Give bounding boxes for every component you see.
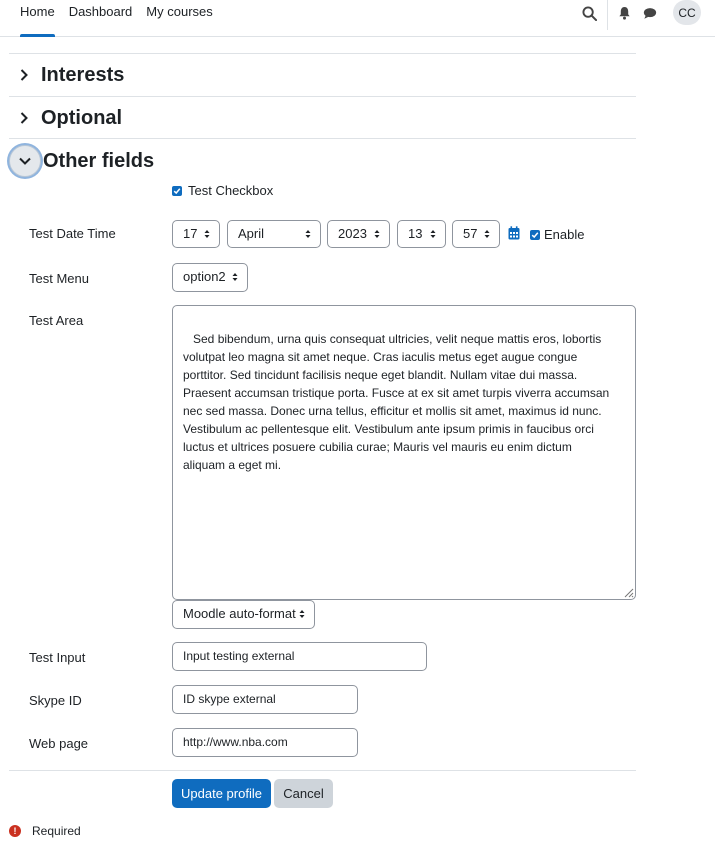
test-menu-label: Test Menu [29, 271, 89, 286]
skype-id-label: Skype ID [29, 693, 82, 708]
month-select[interactable] [227, 220, 321, 248]
select-caret-icon [232, 272, 238, 282]
section-optional-header[interactable] [9, 101, 122, 135]
skype-id-field[interactable] [172, 685, 358, 714]
test-input-field[interactable] [172, 642, 427, 671]
update-profile-button[interactable]: Update profile [172, 779, 271, 808]
select-caret-icon [374, 229, 380, 239]
nav-link-my-courses[interactable]: My courses [146, 4, 213, 19]
bell-icon[interactable] [615, 4, 633, 22]
skype-id-value: ID skype external [183, 692, 276, 706]
section-divider [9, 138, 636, 139]
chevron-right-icon [9, 103, 39, 133]
test-input-value: Input testing external [183, 649, 295, 663]
select-caret-icon [484, 229, 490, 239]
select-caret-icon [430, 229, 436, 239]
test-menu-value: option2 [183, 269, 226, 284]
required-note-text: Required [32, 824, 81, 838]
section-title-other-fields: Other fields [43, 149, 155, 172]
text-format-value: Moodle auto-format [183, 606, 296, 621]
day-select[interactable] [172, 220, 220, 248]
nav-link-home[interactable]: Home [13, 0, 62, 36]
test-checkbox-row [172, 183, 273, 198]
test-checkbox[interactable] [172, 186, 182, 196]
section-divider [9, 96, 636, 97]
required-note [9, 824, 81, 838]
year-select-value: 2023 [338, 226, 367, 241]
section-interests-header[interactable] [9, 58, 124, 92]
resize-handle-icon[interactable] [622, 586, 634, 598]
test-area-text: Sed bibendum, urna quis consequat ultricies, velit neque mattis eros, lobortis volutpat leo magna sit amet neque. Cras iaculis metus eget augue congue porttitor. Sed tincidunt facilisis neque eget blandit. Nullam vitae dui massa. Praesent accumsan tristique porta. Fusce at ex sit amet turpis viverra accumsan nec sed massa. Donec urna tellus, efficitur et mollis sit amet, maximus id nunc. Vestibulum ac pellentesque elit. Vestibulum ante ipsum primis in faucibus orci luctus et ultrices posuere cubilia curae; Mauris vel mauris eu enim dictum aliquam a eget mi. [183, 332, 610, 472]
chevron-down-icon [9, 145, 41, 177]
test-area-textarea[interactable] [172, 305, 636, 600]
section-other-fields-header[interactable] [9, 144, 154, 178]
calendar-icon[interactable] [508, 226, 521, 241]
cancel-button[interactable]: Cancel [274, 779, 333, 808]
primary-nav [13, 0, 220, 36]
section-title-optional: Optional [41, 106, 123, 129]
day-select-value: 17 [183, 226, 198, 241]
navbar-divider [607, 0, 608, 30]
test-input-label: Test Input [29, 650, 86, 665]
test-area-label: Test Area [29, 313, 84, 328]
section-divider [9, 53, 636, 54]
hour-select-value: 13 [408, 226, 423, 241]
test-checkbox-label: Test Checkbox [188, 183, 274, 198]
web-page-value: http://www.nba.com [183, 735, 288, 749]
user-avatar[interactable]: CC [673, 0, 701, 25]
select-caret-icon [204, 229, 210, 239]
web-page-field[interactable] [172, 728, 358, 757]
nav-link-dashboard[interactable]: Dashboard [68, 4, 133, 19]
search-icon[interactable] [580, 4, 598, 22]
enable-label: Enable [544, 227, 585, 242]
minute-select-value: 57 [463, 226, 478, 241]
select-caret-icon [305, 229, 311, 239]
section-title-interests: Interests [41, 63, 125, 86]
date-time-label: Test Date Time [29, 226, 116, 241]
select-caret-icon [299, 609, 305, 619]
hour-select[interactable] [397, 220, 446, 248]
enable-checkbox[interactable] [530, 230, 540, 240]
chevron-right-icon [9, 60, 39, 90]
enable-row [530, 227, 584, 242]
minute-select[interactable] [452, 220, 500, 248]
form-divider [9, 770, 636, 771]
text-format-select[interactable] [172, 600, 315, 629]
month-select-value: April [238, 226, 265, 241]
chat-icon[interactable] [641, 4, 659, 22]
test-menu-select[interactable] [172, 263, 248, 292]
year-select[interactable] [327, 220, 390, 248]
exclamation-icon: ! [9, 825, 21, 837]
top-navbar [0, 0, 715, 37]
web-page-label: Web page [29, 736, 89, 751]
